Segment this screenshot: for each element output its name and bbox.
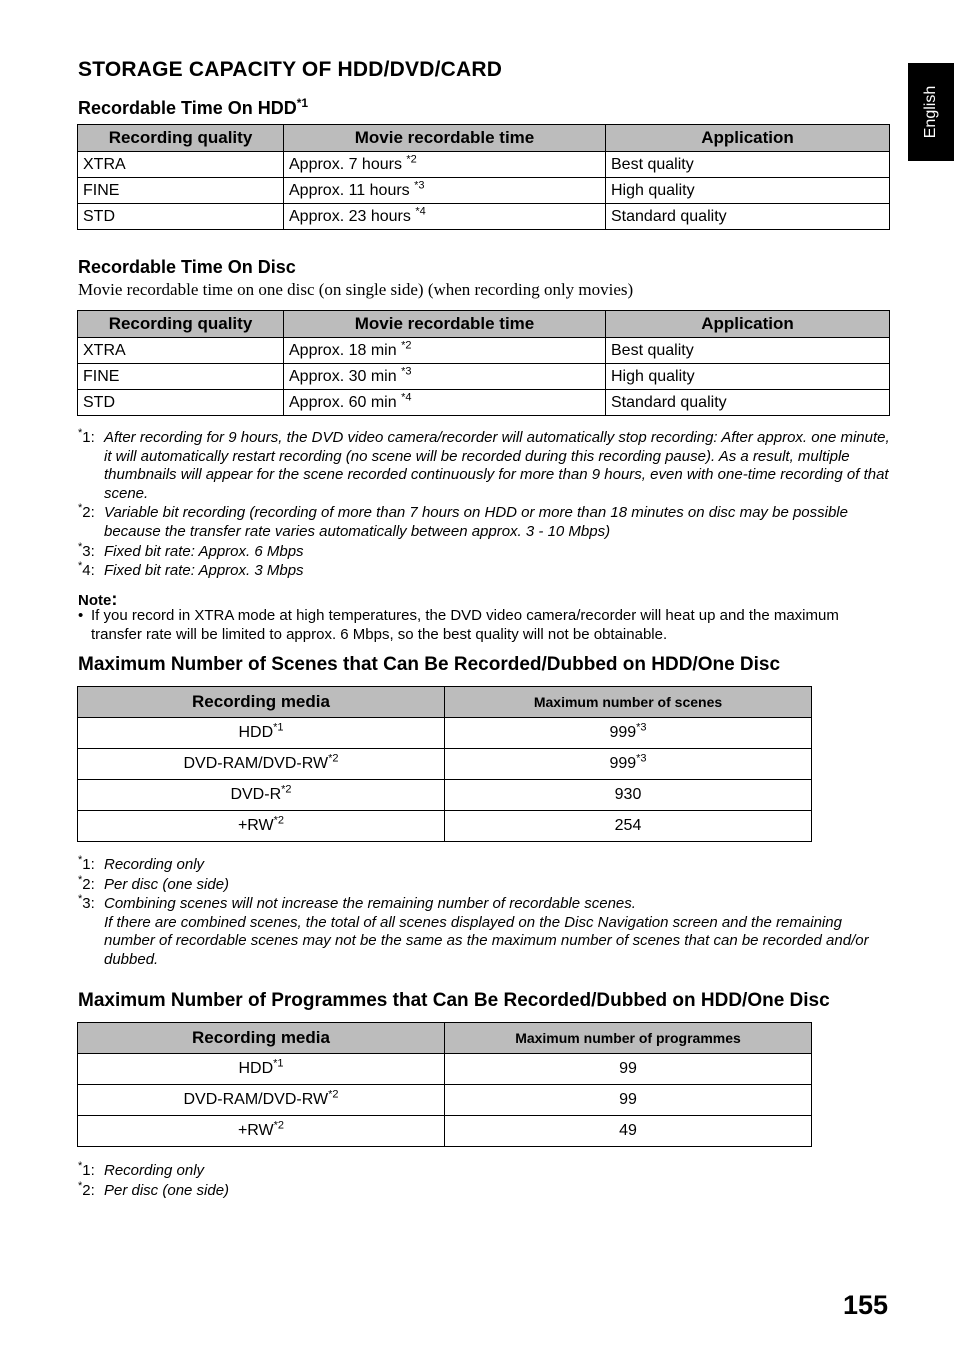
table-header: Application bbox=[606, 125, 890, 152]
programmes-footnotes bbox=[78, 1162, 893, 1200]
disc-subtitle: Movie recordable time on one disc (on single side) (when recording only movies) bbox=[78, 280, 634, 299]
table-header: Maximum number of scenes bbox=[445, 687, 812, 718]
footnote: *2: Per disc (one side) bbox=[78, 873, 230, 893]
language-tab bbox=[908, 63, 954, 161]
footnote: *1: After recording for 9 hours, the DVD video camera/recorder will automatically stop recording: After approx. one minute, it will automatically restart recording (no scene will be recorded during this recording pause). As a result, multiple thumbnails will appear for the scene recorded continuously for more than 9 hours, even with one-time recording of that scene. bbox=[78, 427, 890, 502]
table-header: Recording quality bbox=[78, 311, 284, 338]
table-row: STD Approx. 23 hours $^{*4}$ Standard quality bbox=[78, 204, 890, 230]
table-header: Recording quality bbox=[78, 125, 284, 152]
table-row: $+RW^{*2}$ 254 bbox=[78, 811, 812, 842]
footnote: *4: Fixed bit rate: Approx. 3 Mbps bbox=[78, 560, 304, 580]
footnote: *2: Variable bit recording (recording of more than 7 hours on HDD or more than 18 minutes on disc may be possible because the transfer rate varies automatically between approx. 3 - 10 Mbps) bbox=[78, 502, 848, 540]
scenes-footnotes bbox=[78, 856, 893, 970]
footnote: *1: Recording only bbox=[78, 854, 205, 873]
footnote: *1: Recording only bbox=[78, 1160, 205, 1179]
note-label: Note: bbox=[78, 589, 118, 609]
time-footnotes bbox=[78, 429, 893, 581]
footnote: *3: Fixed bit rate: Approx. 6 Mbps bbox=[78, 540, 304, 560]
table-row: HDD$^{*1}$ 999$^{*3}$ bbox=[78, 718, 812, 749]
programmes-heading: Maximum Number of Programmes that Can Be Recorded/Dubbed on HDD/One Disc bbox=[78, 990, 830, 1011]
table-row: DVD-$R^{*2}$ 930 bbox=[78, 780, 812, 811]
language-tab-label: English bbox=[922, 85, 939, 139]
table-header: Application bbox=[606, 311, 890, 338]
footnote: *2: Per disc (one side) bbox=[78, 1179, 230, 1199]
table-row: DVD-RAM/DVD-RW$^{*2}$ 999$^{*3}$ bbox=[78, 749, 812, 780]
scenes-table bbox=[77, 686, 812, 842]
table-row: DVD-RAM/DVD-RW$^{*2}$ 99 bbox=[78, 1085, 812, 1116]
table-header: Maximum number of programmes bbox=[445, 1023, 812, 1054]
table-row: FINE Approx. 11 hours $^{*3}$ High quality bbox=[78, 178, 890, 204]
note-bullet: • If you record in XTRA mode at high temperatures, the DVD video camera/recorder will heat up and the maximum transfer rate will be limited to approx. 6 Mbps, so the best quality will not be obtainable. bbox=[78, 607, 839, 643]
table-header: Recording media bbox=[78, 1023, 445, 1054]
table-row: FINE Approx. 30 min $^{*3}$ High quality bbox=[78, 364, 890, 390]
table-row: STD Approx. 60 min $^{*4}$ Standard quality bbox=[78, 390, 890, 416]
disc-time-table bbox=[77, 310, 890, 416]
hdd-time-table bbox=[77, 124, 890, 230]
programmes-table bbox=[77, 1022, 812, 1147]
disc-heading: Recordable Time On Disc bbox=[78, 257, 296, 277]
table-row: XTRA Approx. 7 hours $^{*2}$ Best quality bbox=[78, 152, 890, 178]
table-header: Movie recordable time bbox=[284, 125, 606, 152]
table-row: $+RW^{*2}$ 49 bbox=[78, 1116, 812, 1147]
table-header: Movie recordable time bbox=[284, 311, 606, 338]
table-row: XTRA Approx. 18 min $^{*2}$ Best quality bbox=[78, 338, 890, 364]
table-row: HDD$^{*1}$ 99 bbox=[78, 1054, 812, 1085]
page-number: 155 bbox=[842, 1290, 888, 1320]
table-header: Recording media bbox=[78, 687, 445, 718]
page-title: STORAGE CAPACITY OF HDD/DVD/CARD bbox=[78, 58, 503, 81]
hdd-heading: Recordable Time On HDD$^{*1}$ bbox=[78, 96, 309, 118]
scenes-heading: Maximum Number of Scenes that Can Be Recorded/Dubbed on HDD/One Disc bbox=[78, 654, 781, 675]
footnote: *3: Combining scenes will not increase the remaining number of recordable scenes. If there are combined scenes, the total of all scenes displayed on the Disc Navigation screen and the remaining number of recordable scenes may not be the same as the maximum number of scenes that can be recorded and/or dubbed. bbox=[78, 893, 869, 968]
